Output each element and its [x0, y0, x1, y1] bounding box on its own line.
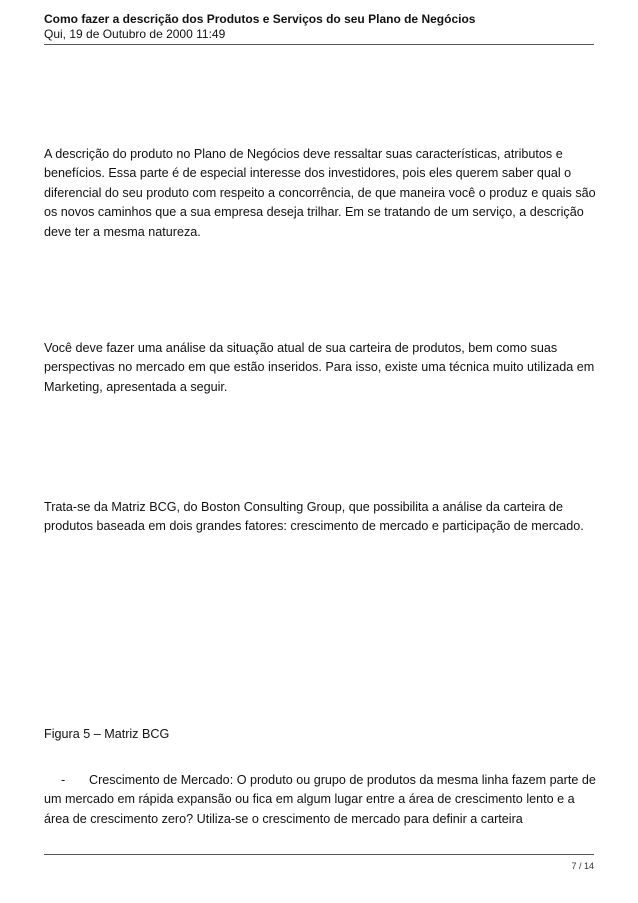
- paragraph-product-description: A descrição do produto no Plano de Negócios deve ressaltar suas características, atributos e benefícios. Essa parte é de especial interesse dos investidores, pois eles querem saber qual o diferencial do seu produto com respeito a concorrência, de que maneira você o produz e quais são os novos caminhos que a sua empresa deseja trilhar. Em se tratando de um serviço, a descrição deve ter a mesma natureza.: [44, 147, 596, 239]
- document-header: [44, 12, 594, 42]
- paragraph-portfolio-analysis: Você deve fazer uma análise da situação atual de sua carteira de produtos, bem como suas perspectivas no mercado em que estão inseridos. Para isso, existe uma técnica muito utilizada em Marketing, apresentada a seguir.: [44, 341, 595, 394]
- document-date: Qui, 19 de Outubro de 2000 11:49: [44, 27, 226, 41]
- paragraph-market-growth: [44, 771, 596, 829]
- document-title: Como fazer a descrição dos Produtos e Serviços do seu Plano de Negócios: [44, 12, 476, 26]
- market-growth-text: Crescimento de Mercado: O produto ou grupo de produtos da mesma linha fazem parte de um mercado em rápida expansão ou fica em algum lugar entre a área de crescimento lento e a área de crescimento zero? Utiliza-se o crescimento de mercado para definir a carteira: [44, 773, 596, 826]
- bullet-dash: -: [61, 773, 66, 787]
- paragraph-bcg-matrix: Trata-se da Matriz BCG, do Boston Consulting Group, que possibilita a análise da carteira de produtos baseada em dois grandes fatores: crescimento de mercado e participação de mercado.: [44, 500, 584, 534]
- header-divider: [44, 44, 594, 45]
- footer-divider: [44, 854, 594, 855]
- figure-caption: Figura 5 – Matriz BCG: [44, 727, 170, 741]
- page-number: 7 / 14: [571, 861, 594, 871]
